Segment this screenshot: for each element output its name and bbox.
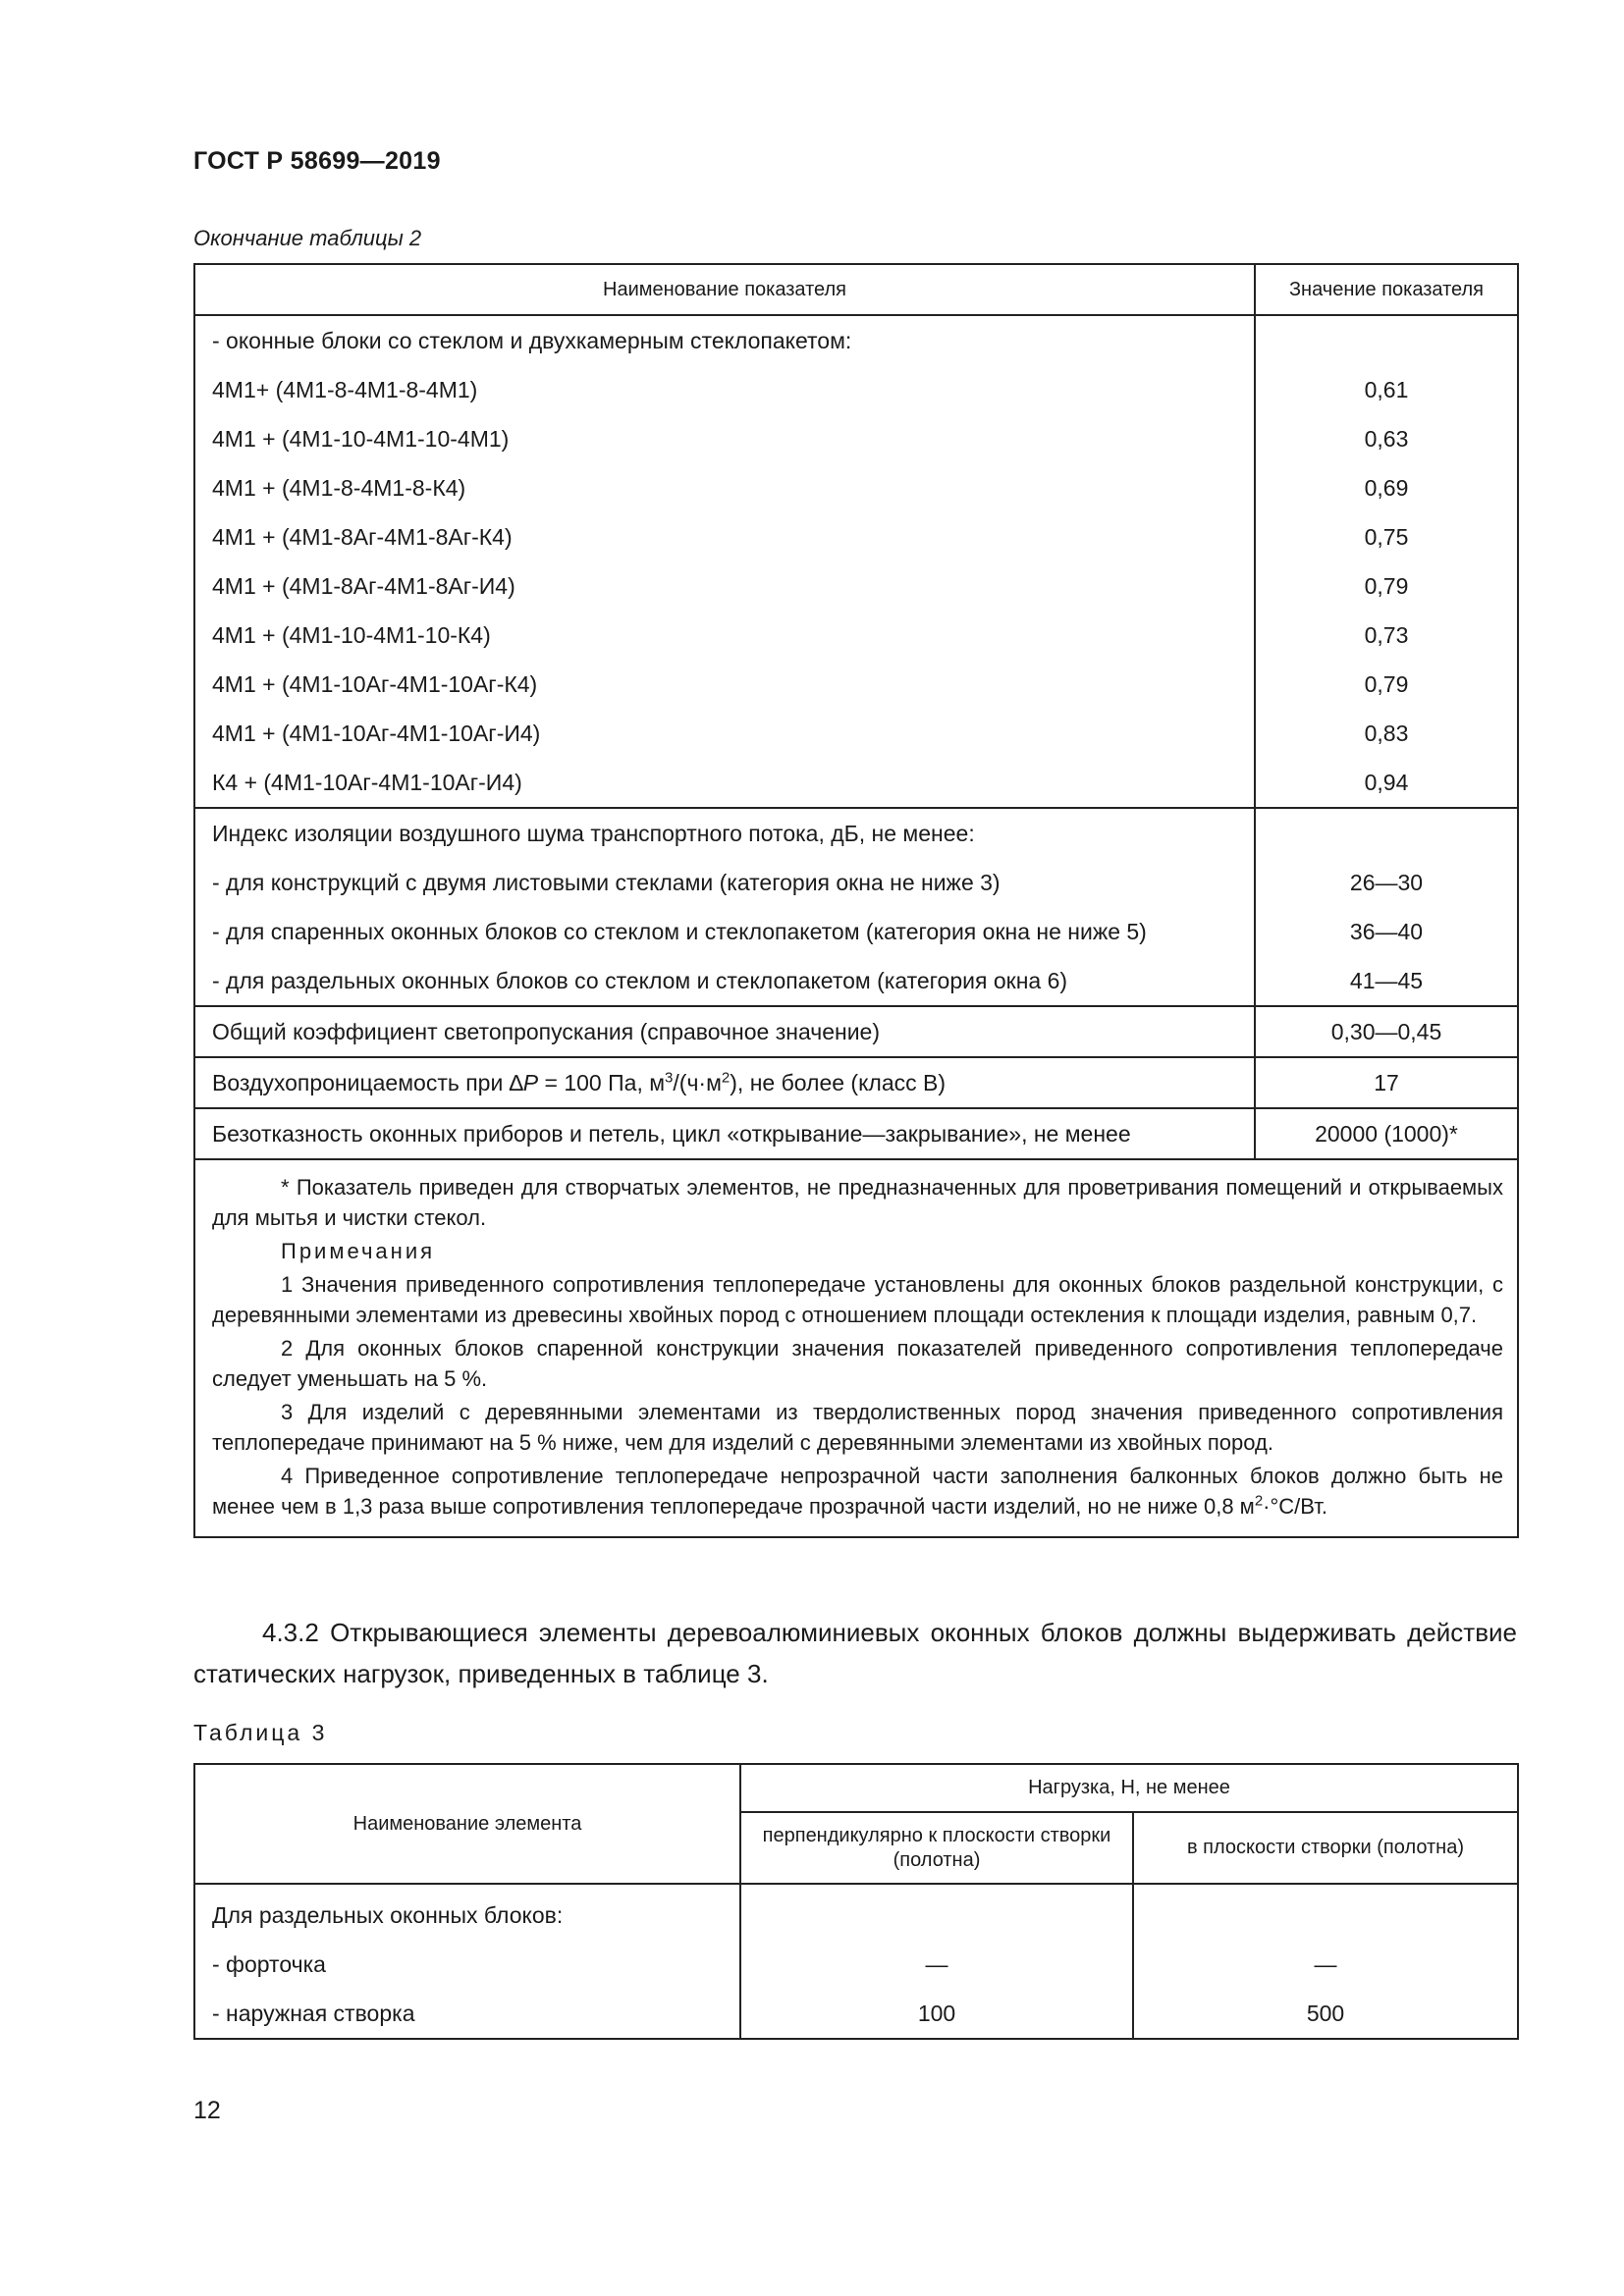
note-1: 1 Значения приведенного сопротивления теплопередаче установлены для оконных блоков раздельной конструкции, с деревянными элементами из древесины хвойных пород с отношением площади остекления к площади изделия, равным 0,7. [212,1272,1503,1327]
name-cell: - для конструкций с двумя листовыми стеклами (категория окна не ниже 3) [194,858,1255,907]
name-cell: - наружная створка [194,1989,740,2039]
name-cell [194,1057,1255,1108]
air-text-a: Воздухопроницаемость при [212,1070,510,1095]
value-cell: 0,79 [1255,561,1518,611]
name-cell: 4М1 + (4М1-8Аг-4М1-8Аг-И4) [194,561,1255,611]
table-row [194,1057,1518,1108]
table-row [194,907,1518,956]
footnote: * Показатель приведен для створчатых элементов, не предназначенных для проветривания помещений и открываемых для мытья и чистки стекол. [212,1175,1503,1230]
value-cell: 0,94 [1255,758,1518,808]
name-cell: 4М1 + (4М1-10-4М1-10-К4) [194,611,1255,660]
exponent: 2 [721,1069,731,1087]
delta-symbol: ∆ [509,1070,523,1095]
group-title: Для раздельных оконных блоков: [194,1884,740,1940]
table-row [194,414,1518,463]
header-plane-cell: в плоскости створки (полотна) [1133,1812,1518,1884]
name-cell: 4М1+ (4М1-8-4М1-8-4М1) [194,365,1255,414]
name-cell: 4М1 + (4М1-8Аг-4М1-8Аг-К4) [194,512,1255,561]
table-row [194,365,1518,414]
note-4 [212,1461,1503,1522]
value-cell: — [1133,1940,1518,1989]
name-cell: Общий коэффициент светопропускания (справочное значение) [194,1006,1255,1057]
value-cell: 0,63 [1255,414,1518,463]
table-row [194,611,1518,660]
table-row [194,858,1518,907]
value-cell: 0,30—0,45 [1255,1006,1518,1057]
note-4-text: 4 Приведенное сопротивление теплопередаче непрозрачной части заполнения балконных блоков должно быть не менее чем в 1,3 раза выше сопротивления теплопередаче прозрачной части изделий, но не ниже 0,8 м [212,1464,1503,1519]
header-name-cell: Наименование показателя [194,264,1255,315]
header-perp-cell: перпендикулярно к плоскости створки (полотна) [740,1812,1133,1884]
air-text-b: = 100 Па, м [538,1070,666,1095]
note-2: 2 Для оконных блоков спаренной конструкции значения показателей приведенного сопротивления теплопередаче следует уменьшать на 5 %. [212,1336,1503,1391]
table-header-row [194,1764,1518,1812]
exponent: 2 [1254,1492,1264,1510]
table-row [194,1108,1518,1159]
table3-caption: Таблица 3 [193,1720,328,1745]
note-3: 3 Для изделий с деревянными элементами из твердолиственных пород значения приведенного сопротивления теплопередаче принимают на 5 % ниже, чем для изделий с деревянными элементами из хвойных пород. [212,1400,1503,1455]
exponent: 3 [665,1069,674,1087]
header-load-cell: Нагрузка, Н, не менее [740,1764,1518,1812]
table-row [194,1884,1518,1940]
value-cell: 17 [1255,1057,1518,1108]
name-cell: 4М1 + (4М1-8-4М1-8-К4) [194,463,1255,512]
name-cell: - для спаренных оконных блоков со стеклом и стеклопакетом (категория окна не ниже 5) [194,907,1255,956]
value-cell [1255,315,1518,365]
value-cell: 100 [740,1989,1133,2039]
document-title: ГОСТ Р 58699—2019 [193,147,441,175]
page-number: 12 [193,2097,221,2124]
value-cell: 26—30 [1255,858,1518,907]
table-row [194,660,1518,709]
table-row [194,315,1518,365]
notes-heading: Примечания [281,1239,436,1263]
table-row [194,709,1518,758]
value-cell [1133,1884,1518,1940]
air-text-d: ), не более (класс В) [730,1070,947,1095]
value-cell: 41—45 [1255,956,1518,1006]
table-row [194,1989,1518,2039]
table-row [194,1940,1518,1989]
table-row [194,808,1518,858]
name-cell: - для раздельных оконных блоков со стеклом и стеклопакетом (категория окна 6) [194,956,1255,1006]
value-cell: 0,83 [1255,709,1518,758]
pressure-symbol: P [522,1070,539,1095]
table-row [194,561,1518,611]
table-row [194,758,1518,808]
value-cell [740,1884,1133,1940]
table-row [194,956,1518,1006]
table-header-row [194,264,1518,315]
value-cell: 0,75 [1255,512,1518,561]
value-cell: 0,79 [1255,660,1518,709]
name-cell: 4М1 + (4М1-10Аг-4М1-10Аг-И4) [194,709,1255,758]
name-cell: К4 + (4М1-10Аг-4М1-10Аг-И4) [194,758,1255,808]
table-row [194,1006,1518,1057]
air-text-c: /(ч·м [673,1070,722,1095]
paragraph-4-3-2: 4.3.2 Открывающиеся элементы деревоалюминиевых оконных блоков должны выдерживать действие статических нагрузок, приведенных в таблице 3. [193,1618,1517,1688]
table2-caption: Окончание таблицы 2 [193,226,422,250]
notes-cell [194,1159,1518,1537]
name-cell: - форточка [194,1940,740,1989]
table-2 [193,263,1519,1538]
group-title: - оконные блоки со стеклом и двухкамерным стеклопакетом: [194,315,1255,365]
value-cell: 500 [1133,1989,1518,2039]
group-title: Индекс изоляции воздушного шума транспортного потока, дБ, не менее: [194,808,1255,858]
name-cell: 4М1 + (4М1-10-4М1-10-4М1) [194,414,1255,463]
notes-row [194,1159,1518,1537]
table-row [194,463,1518,512]
value-cell: 0,69 [1255,463,1518,512]
note-4-unit: ·°С/Вт. [1263,1494,1327,1519]
name-cell: Безотказность оконных приборов и петель, цикл «открывание—закрывание», не менее [194,1108,1255,1159]
header-name-cell: Наименование элемента [194,1764,740,1884]
header-value-cell: Значение показателя [1255,264,1518,315]
table-row [194,512,1518,561]
table-3 [193,1763,1519,2040]
name-cell: 4М1 + (4М1-10Аг-4М1-10Аг-К4) [194,660,1255,709]
value-cell: 0,73 [1255,611,1518,660]
value-cell: 36—40 [1255,907,1518,956]
value-cell [1255,808,1518,858]
value-cell: 0,61 [1255,365,1518,414]
value-cell: 20000 (1000)* [1255,1108,1518,1159]
value-cell: — [740,1940,1133,1989]
